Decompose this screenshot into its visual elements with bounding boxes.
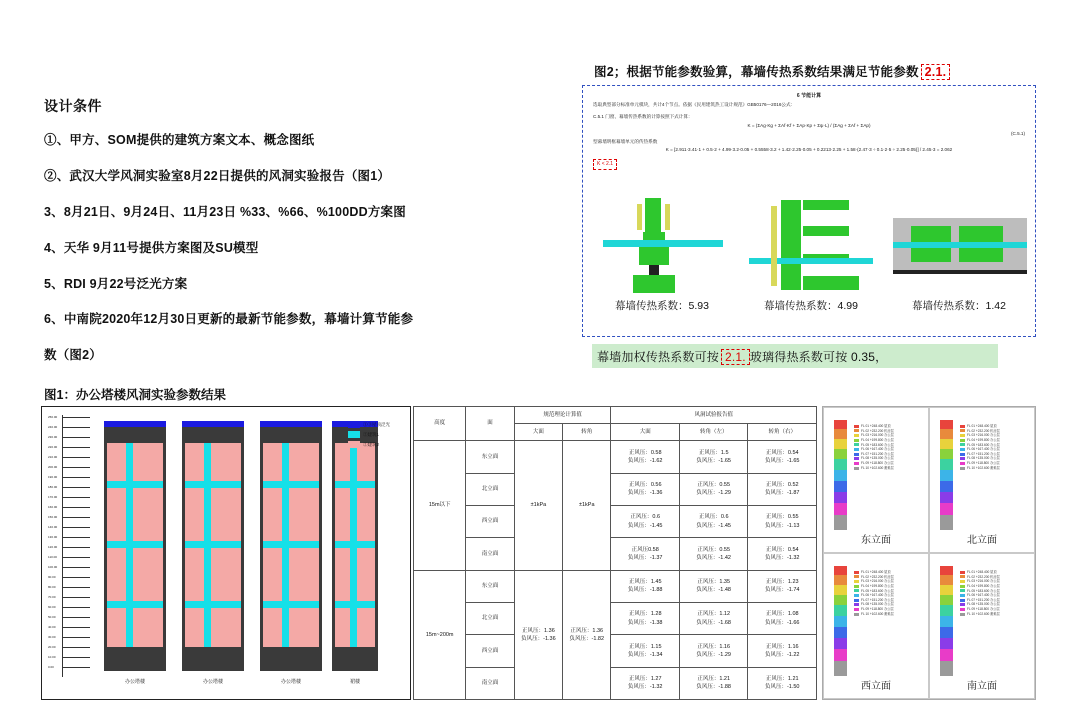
design-condition-item: 3、8月21日、9月24日、11月23日 %33、%66、%100DD方案图 (44, 204, 406, 219)
floor-color-bar (940, 566, 953, 676)
cell-test-big (611, 602, 680, 634)
cell-test-big (611, 570, 680, 602)
th-test-right: 转角（右） (748, 424, 817, 441)
value-positive: 正风压：1.35 (697, 578, 731, 585)
cell-test-right (748, 473, 817, 505)
th-test-left: 转角（左） (679, 424, 748, 441)
design-condition-item: 6、中南院2020年12月30日更新的最新节能参数，幕墙计算节能参 (44, 312, 414, 327)
value-positive: 正风压：0.58 (628, 449, 662, 456)
value-negative: 负风压：-1.65 (764, 457, 800, 464)
legend-swatch-icon (854, 467, 859, 470)
figure2-caption-text: 图2；根据节能参数验算，幕墙传热系数结果满足节能参数 (594, 65, 919, 79)
value-positive: 正风压：1.21 (697, 676, 731, 683)
calc-heading: 6 节能计算 (796, 93, 822, 99)
legend-label: FL 02 +232.200 机房层 (967, 428, 1000, 433)
legend-label: FL 05 +183.600 办公层 (861, 442, 894, 447)
table-row (414, 602, 817, 634)
legend-label: FL 10 +102.600 避难层 (861, 611, 894, 616)
th-code-big: 大面 (514, 424, 562, 441)
cell-test-left (679, 538, 748, 570)
cell-face: 东立面 (466, 570, 514, 602)
cell-test-big (611, 635, 680, 667)
table-header-row (414, 407, 817, 424)
legend-swatch-icon (854, 585, 859, 588)
legend-swatch-icon (854, 580, 859, 583)
value-negative: 负风压：-1.29 (696, 651, 731, 658)
legend-swatch-icon (348, 421, 360, 428)
legend-label: FL 08 +135.000 办公层 (861, 602, 894, 607)
curtain-wall-detail-2 (741, 196, 881, 296)
cell-test-left (679, 473, 748, 505)
legend-swatch-icon (854, 434, 859, 437)
legend-swatch-icon (960, 575, 965, 578)
design-condition-item: 数（图2） (44, 348, 102, 363)
legend-swatch-icon (960, 599, 965, 602)
legend-label: FL 03 +216.000 办公层 (861, 579, 894, 584)
tower-label: 办公塔楼 (280, 679, 301, 685)
legend-label: FL 07 +151.200 办公层 (861, 451, 894, 456)
value-negative: 负风压：-1.68 (696, 619, 731, 626)
legend-label: FL 09 +118.800 办公层 (967, 461, 1000, 466)
facade-panel-west (823, 553, 929, 699)
legend-swatch-icon (960, 462, 965, 465)
value-negative: 负风压：-1.65 (696, 457, 731, 464)
legend-swatch-icon (960, 585, 965, 588)
legend-swatch-icon (854, 603, 859, 606)
legend-swatch-icon (854, 439, 859, 442)
legend-label: FL 05 +183.600 办公层 (861, 588, 894, 593)
calc-paragraph: 型幕墙明框幕墙单元的传热系数 (593, 139, 658, 145)
value-positive: 正风压：0.6 (630, 514, 661, 521)
value-negative: 负风压：-1.37 (627, 554, 663, 561)
tower-elevation (332, 421, 378, 685)
value-positive: 正风压：1.21 (765, 676, 799, 683)
value-positive: 正风压：0.54 (765, 546, 799, 553)
legend-label: FL 03 +216.000 办公层 (861, 433, 894, 438)
legend-swatch-icon (854, 448, 859, 451)
legend-swatch-icon (854, 589, 859, 592)
facade-panel-label: 北立面 (967, 535, 997, 546)
legend-swatch-icon (854, 613, 859, 616)
table-row (414, 538, 817, 570)
legend-label: FL 09 +118.800 办公层 (861, 461, 894, 466)
tower-elevation (104, 421, 166, 685)
cell-test-right (748, 570, 817, 602)
legend-swatch-icon (854, 594, 859, 597)
facade-panel-east (823, 407, 929, 553)
cell-test-left (679, 667, 748, 699)
value-positive: 正风压0.58 (631, 546, 659, 553)
legend-label: FL 08 +135.000 办公层 (967, 602, 1000, 607)
curtain-wall-detail-3 (889, 196, 1031, 296)
floor-color-bar (940, 420, 953, 530)
legend-swatch-icon (854, 457, 859, 460)
value-negative: 负风压：-1.48 (696, 587, 731, 594)
legend-label: FL 02 +232.200 机房层 (861, 428, 894, 433)
figure2-caption-highlight: 2.1. (921, 64, 951, 80)
legend-label: FL 04 +199.800 办公层 (861, 583, 894, 588)
legend-swatch-icon (854, 453, 859, 456)
value-positive: 正风压：1.28 (628, 611, 662, 618)
curtain-wall-detail-1 (593, 196, 733, 296)
cell-code-big (514, 570, 562, 699)
cell-test-big (611, 473, 680, 505)
value-negative: 负风压：-1.22 (764, 651, 800, 658)
facade-panel-north (929, 407, 1035, 553)
facade-panel-south (929, 553, 1035, 699)
calc-formula: K = (ΣAg·Kg + ΣAf·Kf + ΣAp·Kp + Σψ·L) / (ΣAg + ΣAf + ΣAp) (747, 122, 871, 128)
legend-label: FL 06 +167.400 办公层 (967, 593, 1000, 598)
legend-label: ②建筑1 (363, 432, 380, 438)
legend-swatch-icon (854, 443, 859, 446)
value-positive: 正风压：0.52 (765, 481, 799, 488)
legend-label: FL 07 +151.200 办公层 (967, 597, 1000, 602)
th-height: 高度 (414, 407, 466, 441)
value-negative: 负风压：-1.34 (627, 651, 663, 658)
facade-panel-label: 西立面 (861, 681, 891, 692)
floor-legend (960, 424, 1000, 470)
legend-label: FL 01 +248.400 屋顶 (967, 424, 997, 428)
legend-swatch-icon (854, 608, 859, 611)
table-row (414, 667, 817, 699)
cell-face: 西立面 (466, 635, 514, 667)
legend-label: FL 04 +199.800 办公层 (967, 437, 1000, 442)
value-positive: 正风压：1.16 (765, 643, 799, 650)
table-row (414, 635, 817, 667)
floor-color-bar (834, 420, 847, 530)
value-negative: 负风压：-1.42 (696, 554, 731, 561)
design-condition-item: 5、RDI 9月22号泛光方案 (44, 276, 188, 291)
legend-label: FL 09 +118.800 办公层 (967, 607, 1000, 612)
value-positive: 正风压：1.15 (628, 643, 662, 650)
conclusion-prefix: 幕墙加权传热系数可按 (597, 350, 720, 364)
cell-face: 北立面 (466, 602, 514, 634)
figure2-caption (594, 62, 950, 80)
curtain-wall-details (589, 196, 1033, 296)
legend-label: FL 10 +102.600 避难层 (967, 611, 1000, 616)
legend-label: ②建筑2 (363, 442, 380, 448)
cell-test-left (679, 505, 748, 537)
value-negative: 负风压：-1.62 (627, 457, 663, 464)
legend-label: FL 03 +216.000 办公层 (967, 579, 1000, 584)
legend-label: FL 04 +199.800 办公层 (967, 583, 1000, 588)
legend-swatch-icon (960, 429, 965, 432)
legend-swatch-icon (854, 425, 859, 428)
value-positive: 正风压：1.08 (765, 611, 799, 618)
table-row (414, 570, 817, 602)
legend-swatch-icon (854, 599, 859, 602)
figure1-caption: 图1：办公塔楼风洞实验参数结果 (44, 388, 226, 402)
legend-swatch-icon (960, 580, 965, 583)
cell-height: 15m以下 (414, 441, 466, 570)
cell-test-big (611, 441, 680, 473)
value-positive: 正风压：1.12 (697, 611, 731, 618)
value-negative: 负风压：-1.45 (627, 522, 663, 529)
cell-face: 南立面 (466, 538, 514, 570)
legend-item (348, 441, 404, 448)
value-negative: 负风压：-1.82 (569, 635, 605, 642)
energy-calc-text (593, 92, 1025, 170)
legend-item (348, 431, 404, 438)
value-positive: 正风压：1.5 (698, 449, 729, 456)
conclusion-value: 2.1. (721, 349, 750, 365)
value-negative: 负风压：-1.87 (764, 490, 800, 497)
legend-label: FL 08 +135.000 办公层 (967, 456, 1000, 461)
design-condition-item: ②、武汉大学风洞实验室8月22日提供的风洞实验报告（图1） (44, 168, 391, 183)
cell-face: 南立面 (466, 667, 514, 699)
legend-label: FL 05 +183.600 办公层 (967, 588, 1000, 593)
value-negative: 负风压：-1.88 (696, 684, 731, 691)
cell-test-left (679, 570, 748, 602)
legend-swatch-icon (960, 571, 965, 574)
value-positive: 正风压：0.55 (765, 514, 799, 521)
legend-label: FL 02 +232.200 机房层 (967, 574, 1000, 579)
cell-test-right (748, 667, 817, 699)
value-positive: 正风压：0.55 (697, 481, 731, 488)
design-condition-item: 4、天华 9月11号提供方案图及SU模型 (44, 240, 259, 255)
value-positive: 正风压：0.54 (765, 449, 799, 456)
design-conditions-block (44, 96, 424, 383)
th-face: 面 (466, 407, 514, 441)
legend-label: FL 02 +232.200 机房层 (861, 574, 894, 579)
value-negative: 负风压：-1.32 (627, 684, 663, 691)
legend-label: FL 06 +167.400 办公层 (967, 447, 1000, 452)
th-test-value: 风洞试验报告值 (611, 407, 817, 424)
legend-swatch-icon (960, 439, 965, 442)
legend-swatch-icon (960, 589, 965, 592)
value-positive: 正风压：1.45 (628, 578, 662, 585)
wind-pressure-table (413, 406, 817, 700)
unit-u-value-3: 幕墙传热系数：1.42 (912, 300, 1006, 312)
value-negative: 负风压：-1.88 (627, 587, 663, 594)
cell-face: 北立面 (466, 473, 514, 505)
tower-label: 办公塔楼 (124, 679, 145, 685)
table-row (414, 441, 817, 473)
tower-label: 裙楼 (349, 679, 360, 685)
floor-legend (960, 570, 1000, 616)
legend-label: FL 10 +102.600 避难层 (861, 465, 894, 470)
legend-label: FL 06 +167.400 办公层 (861, 593, 894, 598)
cell-test-left (679, 602, 748, 634)
th-code-corner: 转角 (563, 424, 611, 441)
legend-label: FL 10 +102.600 避难层 (967, 465, 1000, 470)
cell-test-left (679, 441, 748, 473)
legend-label: FL 05 +183.600 办公层 (967, 442, 1000, 447)
legend-swatch-icon (854, 429, 859, 432)
value-negative: 负风压：-1.13 (764, 522, 800, 529)
cell-code-big: ±1kPa (514, 441, 562, 570)
tower-label: 办公塔楼 (202, 679, 223, 685)
value-negative: 负风压：-1.29 (696, 490, 731, 497)
cell-test-big (611, 667, 680, 699)
legend-swatch-icon (348, 441, 360, 448)
tower-elevation (260, 421, 322, 685)
cell-test-right (748, 635, 817, 667)
legend-label: FL 03 +216.000 办公层 (967, 433, 1000, 438)
legend-label: ①③屋顶泛光 (363, 422, 390, 427)
legend-swatch-icon (854, 571, 859, 574)
legend-swatch-icon (960, 608, 965, 611)
legend-swatch-icon (960, 434, 965, 437)
value-positive: 正风压：0.55 (697, 546, 731, 553)
cell-test-right (748, 441, 817, 473)
value-negative: 负风压：-1.36 (627, 490, 663, 497)
legend-label: FL 04 +199.800 办公层 (861, 437, 894, 442)
table-row (414, 473, 817, 505)
value-negative: 负风压：-1.74 (764, 587, 800, 594)
legend-label: FL 07 +151.200 办公层 (967, 451, 1000, 456)
unit-u-value-1: 幕墙传热系数：5.93 (615, 300, 709, 312)
legend-label: FL 01 +248.400 屋顶 (861, 424, 891, 428)
calc-formula: K = [2.911·3.41·1 + 0.5·2 + 4.99·3.2·0.05 + 0.5558·3.2 + 1.42·2.25·0.05 + 0.2213·2.25 + 1.58·(2.47·3 ÷ 0.1·2·5 ÷ 2.25·0.05)] / 2.45·3 = 2.062 (665, 147, 953, 153)
legend-label: FL 01 +248.400 屋顶 (861, 570, 891, 574)
value-negative: 负风压：-1.36 (521, 635, 556, 642)
legend-label: FL 07 +151.200 办公层 (861, 597, 894, 602)
calc-paragraph: 选取典型部分标准单元模块，共计4个节点。依据《民用建筑热工设计规范》GB50176—2016公式： (593, 102, 796, 107)
facade-panel-label: 东立面 (861, 535, 891, 546)
legend-swatch-icon (960, 603, 965, 606)
cell-code-corner: ±1kPa (563, 441, 611, 570)
design-conditions-title: 设计条件 (44, 98, 102, 114)
figure1-wind-tunnel-diagram (41, 406, 411, 700)
legend-swatch-icon (960, 613, 965, 616)
value-positive: 正风压：1.23 (765, 578, 799, 585)
conclusion-text (597, 348, 887, 365)
cell-test-big (611, 505, 680, 537)
legend-swatch-icon (960, 467, 965, 470)
legend-label: FL 01 +248.400 屋顶 (967, 570, 997, 574)
value-positive: 正风压：1.36 (570, 627, 604, 634)
cell-test-big (611, 538, 680, 570)
legend-label: FL 06 +167.400 办公层 (861, 447, 894, 452)
legend-item (348, 421, 404, 428)
value-positive: 正风压：0.6 (698, 514, 729, 521)
cell-test-right (748, 538, 817, 570)
legend-swatch-icon (960, 448, 965, 451)
elevation-axis: 250.00 240.00 230.00 220.00 210.00 200.00 190.00 180.00 170.00 160.00 150.00 140.00 130.00 120.00 110.00 100.00 90.00 80.00 70.00 60.00 50.00 40.00 30.00 20.00 10.00 0.00 (48, 415, 92, 677)
legend-swatch-icon (960, 457, 965, 460)
legend-label: FL 09 +118.800 办公层 (861, 607, 894, 612)
legend-swatch-icon (854, 462, 859, 465)
value-negative: 负风压：-1.38 (627, 619, 663, 626)
cell-test-right (748, 602, 817, 634)
k-value-badge: K < 2.1 (593, 159, 617, 170)
design-condition-item: ①、甲方、SOM提供的建筑方案文本、概念图纸 (44, 133, 315, 147)
calc-paragraph: C.5.1 门窗、幕墙传热系数的计算按照下式计算： (593, 114, 693, 120)
facade-elevation-panels (822, 406, 1036, 700)
legend-swatch-icon (854, 575, 859, 578)
unit-u-value-2: 幕墙传热系数：4.99 (764, 300, 858, 312)
tower-elevation (182, 421, 244, 685)
cell-height: 15m~200m (414, 570, 466, 699)
legend-swatch-icon (960, 453, 965, 456)
floor-legend (854, 570, 894, 616)
value-positive: 正风压：1.27 (628, 676, 662, 683)
value-positive: 正风压：0.56 (628, 481, 662, 488)
legend-swatch-icon (348, 431, 360, 438)
value-negative: 负风压：-1.50 (764, 684, 800, 691)
legend-swatch-icon (960, 443, 965, 446)
legend-swatch-icon (960, 425, 965, 428)
th-code-value: 规范理论计算值 (514, 407, 611, 424)
value-negative: 负风压：-1.45 (696, 522, 731, 529)
conclusion-suffix: 玻璃得热系数可按 0.35， (749, 350, 888, 364)
floor-legend (854, 424, 894, 470)
figure1-legend (348, 421, 404, 452)
facade-panel-label: 南立面 (967, 681, 997, 692)
cell-test-left (679, 635, 748, 667)
calc-formula-number: (C.5.1) (1010, 130, 1025, 136)
cell-code-corner (563, 570, 611, 699)
figure2-energy-calc-panel (582, 85, 1036, 337)
value-negative: 负风压：-1.32 (764, 554, 800, 561)
cell-test-right (748, 505, 817, 537)
value-positive: 正风压：1.16 (697, 643, 731, 650)
cell-face: 东立面 (466, 441, 514, 473)
th-test-big: 大面 (611, 424, 680, 441)
legend-label: FL 08 +135.000 办公层 (861, 456, 894, 461)
legend-swatch-icon (960, 594, 965, 597)
table-row (414, 505, 817, 537)
value-positive: 正风压：1.36 (522, 627, 555, 634)
floor-color-bar (834, 566, 847, 676)
value-negative: 负风压：-1.66 (764, 619, 800, 626)
cell-face: 西立面 (466, 505, 514, 537)
